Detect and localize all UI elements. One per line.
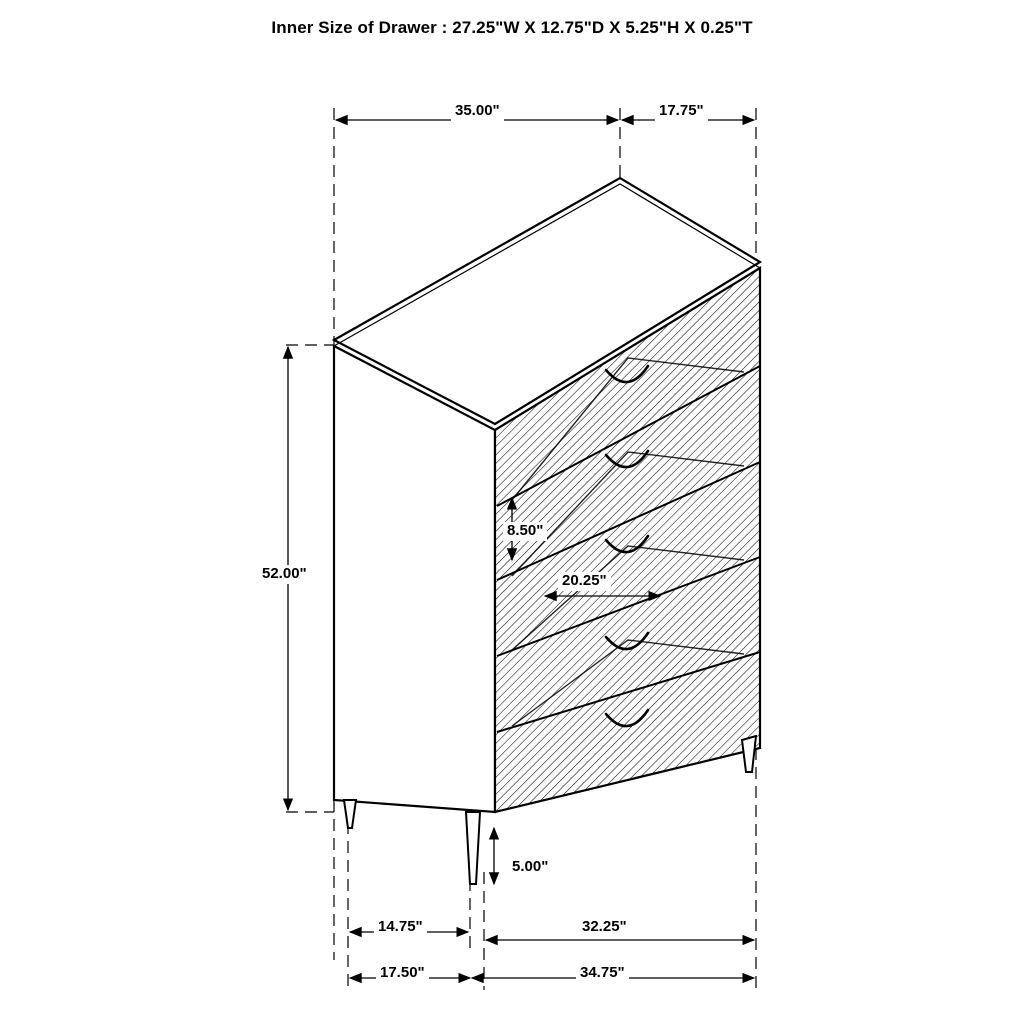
dim-base-side-depth: 14.75"	[374, 918, 427, 937]
dim-foot-span-width: 34.75"	[576, 964, 629, 983]
dim-base-front-width: 32.25"	[578, 918, 631, 937]
dim-leg-height: 5.00"	[508, 858, 552, 877]
dim-drawer-width: 20.25"	[558, 572, 611, 591]
dim-overall-height: 52.00"	[258, 565, 311, 584]
dim-top-width: 35.00"	[451, 102, 504, 121]
dim-drawer-height: 8.50"	[503, 522, 547, 541]
dim-top-depth: 17.75"	[655, 102, 708, 121]
page-title: Inner Size of Drawer : 27.25"W X 12.75"D X 5.25"H X 0.25"T	[271, 18, 753, 37]
dim-foot-span-depth: 17.50"	[376, 964, 429, 983]
